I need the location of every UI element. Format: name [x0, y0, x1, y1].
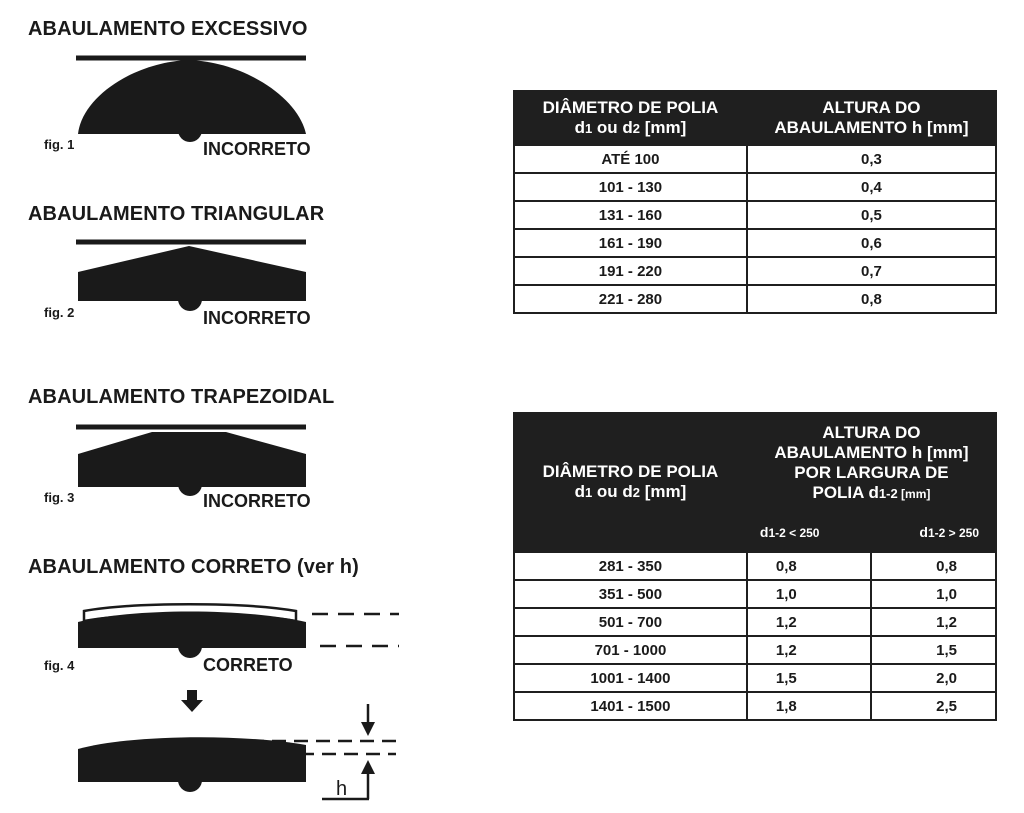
table2-cell-gt-250: 2,5 — [871, 692, 996, 720]
table1-cell-height: 0,7 — [747, 257, 996, 285]
fig1-pulley-body — [78, 60, 306, 134]
table2-cell-diameter: 701 - 1000 — [514, 636, 747, 664]
crown-height-table-1 — [513, 90, 997, 314]
detail-pulley-hub — [178, 780, 202, 792]
table1-header-row — [514, 91, 996, 145]
table2-cell-diameter: 351 - 500 — [514, 580, 747, 608]
table-row — [514, 664, 996, 692]
fig4-pulley-hub — [178, 646, 202, 658]
fig2-pulley-hub — [178, 299, 202, 311]
fig1-excessive-crown-pulley — [74, 52, 314, 148]
h-arrow-up-head — [361, 760, 375, 774]
h-arrow-down-head — [361, 722, 375, 736]
table2-header-diameter: DIÂMETRO DE POLIA d1 ou d2 [mm] — [514, 413, 747, 552]
table2-cell-lt-250: 1,0 — [747, 580, 872, 608]
table1-cell-diameter: 131 - 160 — [514, 201, 747, 229]
table2-cell-lt-250: 1,2 — [747, 636, 872, 664]
table1-cell-height: 0,3 — [747, 145, 996, 173]
table-row — [514, 552, 996, 580]
table-row — [514, 201, 996, 229]
fig2-status: INCORRETO — [203, 308, 311, 328]
table1-cell-height: 0,5 — [747, 201, 996, 229]
table2-cell-lt-250: 1,5 — [747, 664, 872, 692]
table2-cell-gt-250: 2,0 — [871, 664, 996, 692]
table2-header-row — [514, 413, 996, 513]
table-row — [514, 692, 996, 720]
table1-cell-diameter: 101 - 130 — [514, 173, 747, 201]
table2-cell-diameter: 501 - 700 — [514, 608, 747, 636]
table2-cell-gt-250: 0,8 — [871, 552, 996, 580]
table2-cell-diameter: 1001 - 1400 — [514, 664, 747, 692]
table2-cell-diameter: 281 - 350 — [514, 552, 747, 580]
fig4-status: CORRETO — [203, 655, 293, 675]
table-row — [514, 257, 996, 285]
table2-subheader-width-lt-250: d1-2 < 250 — [747, 513, 872, 552]
table1-header-diameter: DIÂMETRO DE POLIA d1 ou d2 [mm] — [514, 91, 747, 145]
table-row — [514, 608, 996, 636]
fig3-label: fig. 3 — [44, 490, 75, 505]
fig4-label: fig. 4 — [44, 658, 75, 673]
table1-cell-diameter: 161 - 190 — [514, 229, 747, 257]
table1-cell-diameter: ATÉ 100 — [514, 145, 747, 173]
fig3-title: ABAULAMENTO TRAPEZOIDAL — [28, 386, 335, 408]
fig2-label: fig. 2 — [44, 305, 75, 320]
table-row — [514, 145, 996, 173]
table-row — [514, 580, 996, 608]
table2-cell-lt-250: 1,8 — [747, 692, 872, 720]
fig1-title: ABAULAMENTO EXCESSIVO — [28, 18, 308, 40]
fig3-pulley-hub — [178, 484, 202, 496]
table-row — [514, 229, 996, 257]
fig2-pulley-body — [78, 246, 306, 301]
table-row — [514, 636, 996, 664]
fig3-status: INCORRETO — [203, 491, 311, 511]
fig4-pulley-body — [78, 612, 306, 649]
fig2-title: ABAULAMENTO TRIANGULAR — [28, 203, 325, 225]
table2-cell-diameter: 1401 - 1500 — [514, 692, 747, 720]
table1-header-height: ALTURA DO ABAULAMENTO h [mm] — [747, 91, 996, 145]
table1-cell-diameter: 221 - 280 — [514, 285, 747, 313]
fig3-trapezoidal-crown-pulley — [74, 421, 314, 501]
table2-cell-gt-250: 1,2 — [871, 608, 996, 636]
fig4-title: ABAULAMENTO CORRETO (ver h) — [28, 556, 359, 578]
table-row — [514, 285, 996, 313]
table1-cell-height: 0,4 — [747, 173, 996, 201]
fig1-pulley-hub — [178, 130, 202, 142]
detail-pulley-body — [78, 737, 306, 782]
table1-cell-height: 0,8 — [747, 285, 996, 313]
table-row — [514, 173, 996, 201]
fig1-status: INCORRETO — [203, 139, 311, 159]
table2-header-height: ALTURA DO ABAULAMENTO h [mm] POR LARGURA DE POLIA d1-2 [mm] — [747, 413, 996, 513]
table2-cell-lt-250: 0,8 — [747, 552, 872, 580]
fig1-label: fig. 1 — [44, 137, 75, 152]
h-label: h — [336, 778, 348, 800]
crown-height-table-2 — [513, 412, 997, 721]
table2-subheader-width-gt-250: d1-2 > 250 — [871, 513, 996, 552]
table1-cell-height: 0,6 — [747, 229, 996, 257]
table2-cell-gt-250: 1,5 — [871, 636, 996, 664]
table2-cell-gt-250: 1,0 — [871, 580, 996, 608]
table2-cell-lt-250: 1,2 — [747, 608, 872, 636]
fig4-h-detail-pulley — [74, 700, 404, 800]
fig3-pulley-body — [78, 432, 306, 487]
table1-cell-diameter: 191 - 220 — [514, 257, 747, 285]
fig2-triangular-crown-pulley — [74, 236, 314, 316]
